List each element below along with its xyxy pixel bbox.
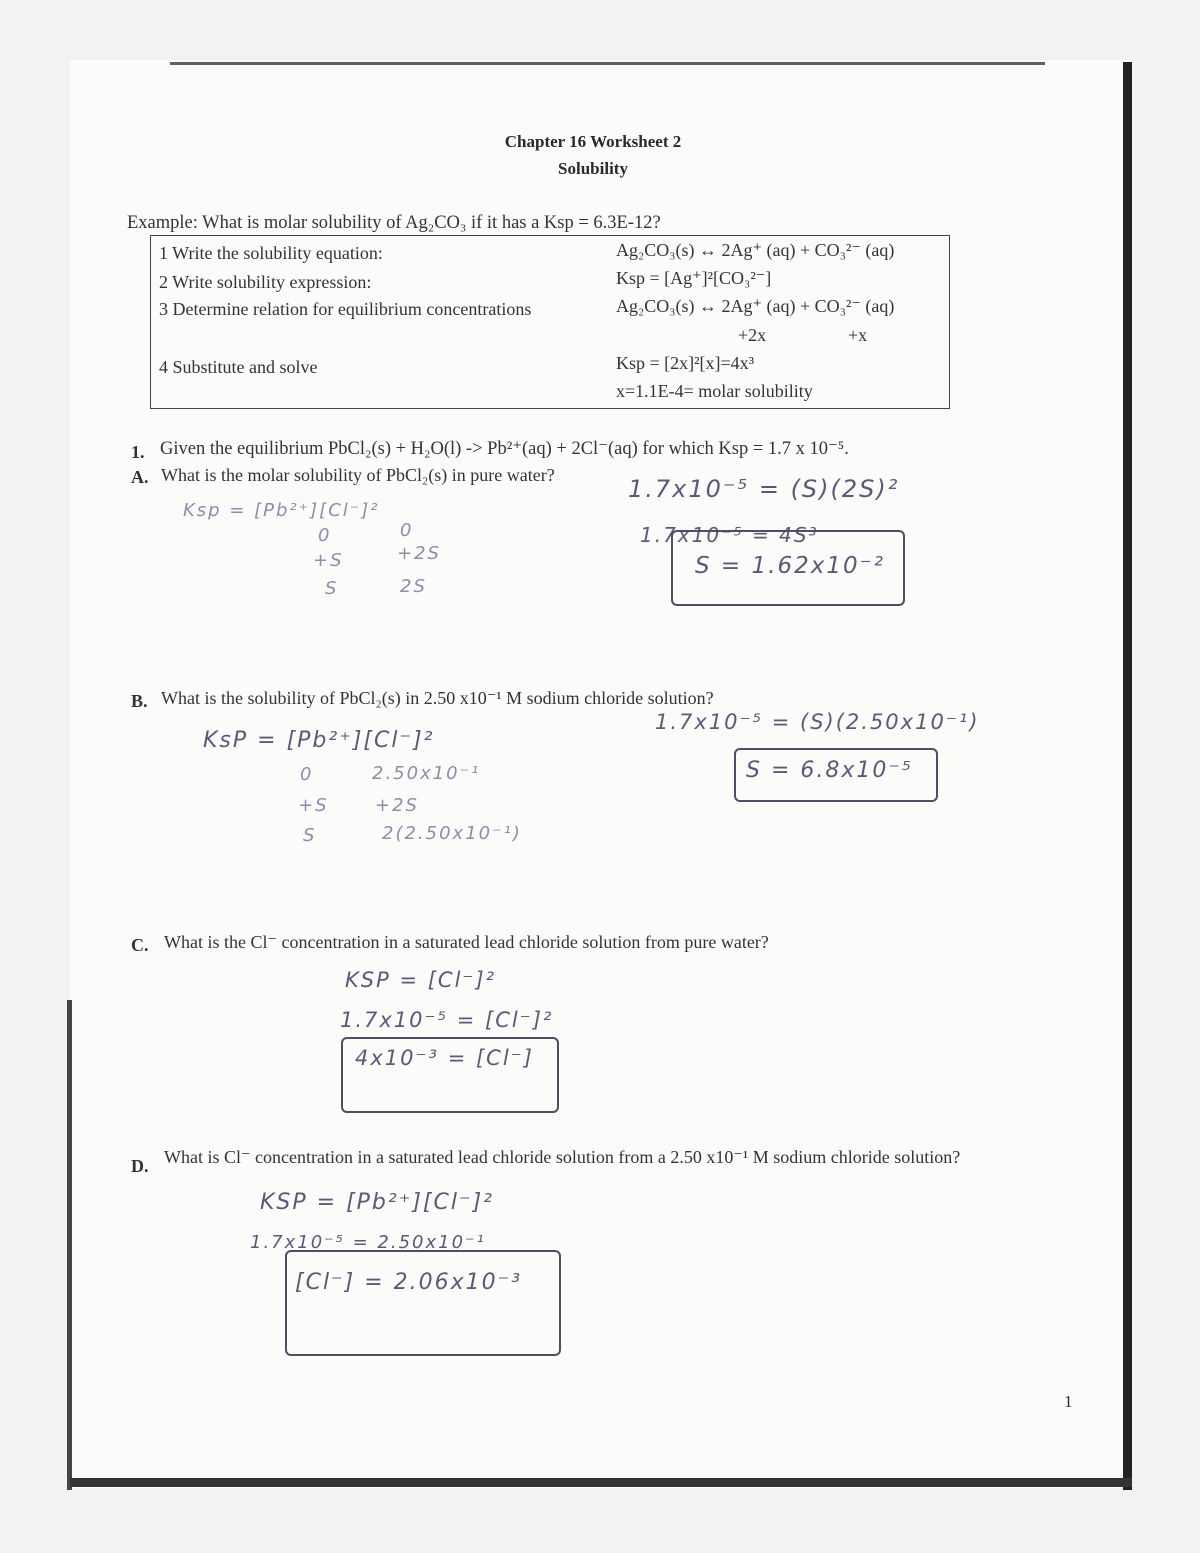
example-answer-5: x=1.1E-4= molar solubility: [616, 381, 813, 401]
hand-a-answer: S = 1.62x10⁻²: [695, 553, 885, 579]
example-answer-3-2x: +2x: [738, 325, 767, 345]
hand-c-ksp: KSP = [Cl⁻]²: [345, 968, 497, 992]
hand-a-pb-eq: S: [325, 578, 339, 599]
page-top-edge: [170, 62, 1045, 65]
part-d-question: What is Cl⁻ concentration in a saturated lead chloride solution from a 2.50 x10⁻¹ M sodium chloride solution?: [164, 1147, 961, 1167]
hand-d-answer: [Cl⁻] = 2.06x10⁻³: [295, 1270, 523, 1295]
example-step-4: 4 Substitute and solve: [159, 357, 318, 377]
part-d-label: D.: [131, 1156, 149, 1176]
problem-number: 1.: [131, 442, 145, 462]
example-question: Example: What is molar solubility of Ag₂CO₃ if it has a Ksp = 6.3E-12?: [127, 213, 661, 233]
hand-b-pb-initial: 0: [300, 764, 314, 785]
example-answer-1: Ag₂CO₃(s) ↔ 2Ag⁺ (aq) + CO₃²⁻ (aq): [616, 240, 895, 260]
example-step-1: 1 Write the solubility equation:: [159, 243, 383, 263]
hand-b-cl-eq: 2(2.50x10⁻¹): [382, 823, 522, 844]
example-step-2: 2 Write solubility expression:: [159, 272, 372, 292]
hand-d-ksp: KSP = [Pb²⁺][Cl⁻]²: [260, 1190, 494, 1215]
hand-b-cl-initial: 2.50x10⁻¹: [372, 763, 481, 784]
example-answer-3: Ag₂CO₃(s) ↔ 2Ag⁺ (aq) + CO₃²⁻ (aq): [616, 296, 895, 316]
hand-b-pb-change: +S: [298, 795, 329, 816]
part-a-question: What is the molar solubility of PbCl₂(s) in pure water?: [161, 465, 555, 485]
hand-a-cl-initial: 0: [400, 520, 414, 541]
hand-a-cl-eq: 2S: [400, 576, 427, 597]
hand-b-ksp: KsP = [Pb²⁺][Cl⁻]²: [203, 728, 435, 753]
hand-a-ksp: Ksp = [Pb²⁺][Cl⁻]²: [183, 500, 380, 521]
hand-b-pb-eq: S: [303, 825, 317, 846]
hand-c-answer: 4x10⁻³ = [Cl⁻]: [355, 1046, 534, 1070]
page-bottom-edge: [70, 1478, 1132, 1487]
page-number: 1: [1064, 1392, 1073, 1411]
hand-a-pb-initial: 0: [318, 525, 332, 546]
worksheet-subtitle: Solubility: [558, 159, 628, 178]
hand-a-simplify: 1.7x10⁻⁵ = 4S³: [640, 523, 819, 547]
hand-b-cl-change: +2S: [375, 795, 419, 816]
worksheet-title: Chapter 16 Worksheet 2: [504, 132, 682, 151]
hand-c-substitute: 1.7x10⁻⁵ = [Cl⁻]²: [340, 1008, 554, 1032]
hand-b-answer: S = 6.8x10⁻⁵: [746, 758, 913, 783]
page-right-edge: [1123, 62, 1132, 1490]
hand-a-cl-change: +2S: [397, 543, 441, 564]
example-answer-3-x: +x: [848, 325, 868, 345]
hand-a-pb-change: +S: [313, 550, 344, 571]
page-left-edge: [67, 1000, 72, 1490]
part-b-question: What is the solubility of PbCl₂(s) in 2.50 x10⁻¹ M sodium chloride solution?: [161, 688, 714, 708]
part-c-label: C.: [131, 935, 149, 955]
hand-d-substitute: 1.7x10⁻⁵ = 2.50x10⁻¹: [250, 1232, 486, 1253]
part-c-question: What is the Cl⁻ concentration in a saturated lead chloride solution from pure water?: [164, 932, 769, 952]
answer-d-box: [285, 1250, 561, 1356]
example-answer-4: Ksp = [2x]²[x]=4x³: [616, 353, 755, 373]
example-answer-2: Ksp = [Ag⁺]²[CO₃²⁻]: [616, 268, 772, 288]
part-a-label: A.: [131, 467, 149, 487]
hand-b-substitute: 1.7x10⁻⁵ = (S)(2.50x10⁻¹): [655, 710, 980, 734]
problem-stem: Given the equilibrium PbCl₂(s) + H₂O(l) -> Pb²⁺(aq) + 2Cl⁻(aq) for which Ksp = 1.7 x 10⁻⁵.: [160, 439, 849, 459]
example-step-3: 3 Determine relation for equilibrium concentrations: [159, 299, 532, 319]
part-b-label: B.: [131, 691, 148, 711]
hand-a-substitute: 1.7x10⁻⁵ = (S)(2S)²: [628, 475, 900, 503]
